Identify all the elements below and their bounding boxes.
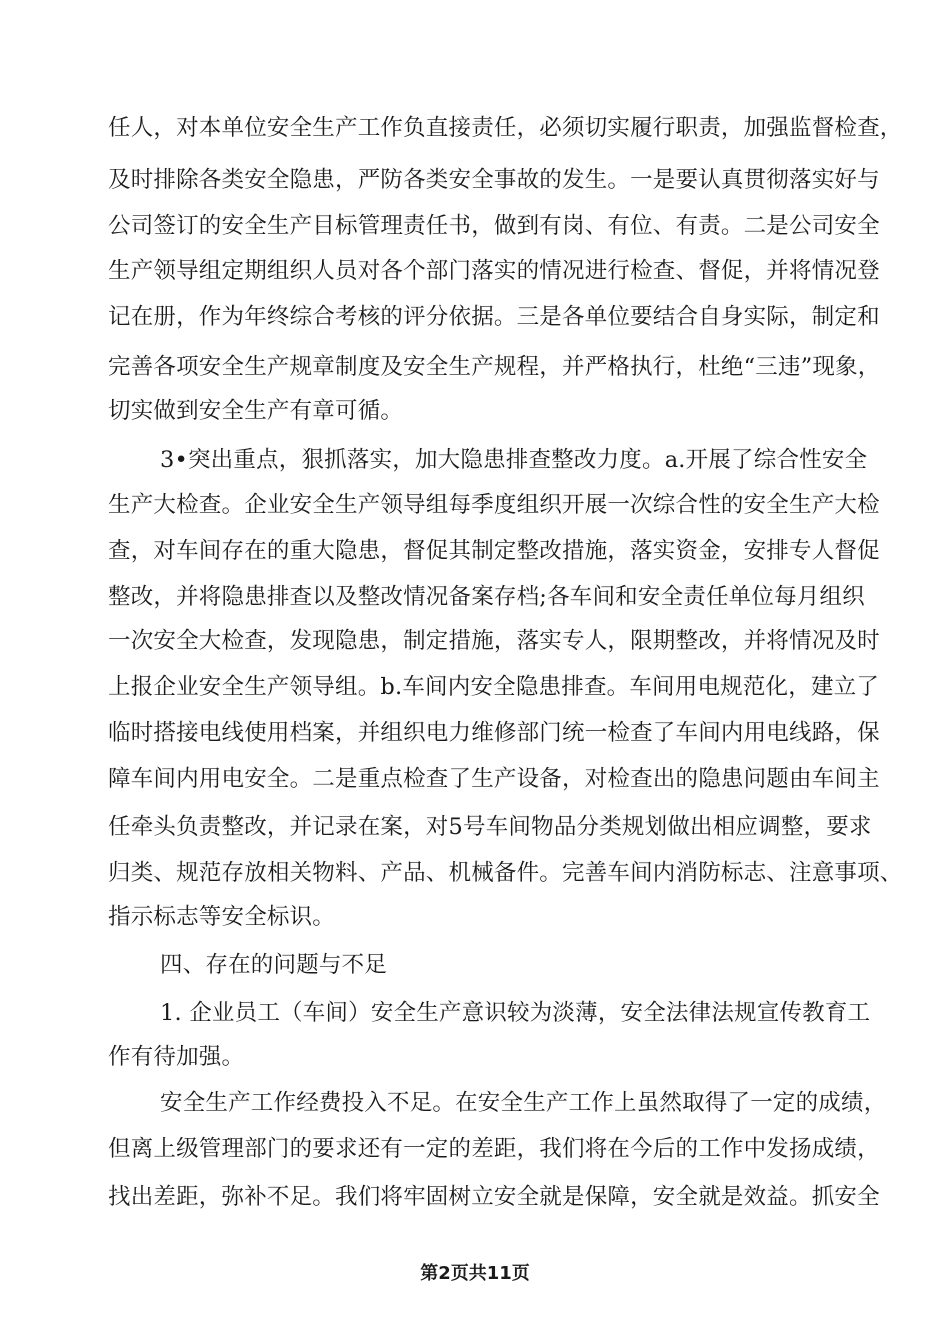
body-line: 任人，对本单位安全生产工作负直接责任，必须切实履行职责，加强监督检查， xyxy=(108,115,903,141)
body-line: 记在册，作为年终综合考核的评分依据。三是各单位要结合自身实际，制定和 xyxy=(108,304,880,330)
body-line: 指示标志等安全标识。 xyxy=(108,904,336,930)
body-line: 上报企业安全生产领导组。b.车间内安全隐患排查。车间用电规范化，建立了 xyxy=(108,674,880,700)
body-line: 1. 企业员工（车间）安全生产意识较为淡薄，安全法律法规宣传教育工 xyxy=(160,1000,871,1026)
page-number-footer: 第2页共11页 xyxy=(420,1263,530,1284)
body-line: 归类、规范存放相关物料、产品、机械备件。完善车间内消防标志、注意事项、 xyxy=(108,860,903,886)
body-line: 整改，并将隐患排查以及整改情况备案存档;各车间和安全责任单位每月组织 xyxy=(108,584,865,610)
section-heading: 四、存在的问题与不足 xyxy=(160,952,388,978)
body-line: 生产大检查。企业安全生产领导组每季度组织开展一次综合性的安全生产大检 xyxy=(108,492,880,518)
body-line: 完善各项安全生产规章制度及安全生产规程，并严格执行，杜绝“三违”现象， xyxy=(108,354,881,380)
body-line: 查，对车间存在的重大隐患，督促其制定整改措施，落实资金，安排专人督促 xyxy=(108,538,880,564)
body-line: 一次安全大检查，发现隐患，制定措施，落实专人，限期整改，并将情况及时 xyxy=(108,628,880,654)
body-line: 障车间内用电安全。二是重点检查了生产设备，对检查出的隐患问题由车间主 xyxy=(108,766,880,792)
body-line: 临时搭接电线使用档案，并组织电力维修部门统一检查了车间内用电线路，保 xyxy=(108,720,880,746)
body-line: 任牵头负责整改，并记录在案，对5号车间物品分类规划做出相应调整，要求 xyxy=(108,814,872,840)
body-line: 安全生产工作经费投入不足。在安全生产工作上虽然取得了一定的成绩， xyxy=(160,1090,887,1116)
body-line: 公司签订的安全生产目标管理责任书，做到有岗、有位、有责。二是公司安全 xyxy=(108,213,880,239)
body-line: 3•突出重点，狠抓落实，加大隐患排查整改力度。a.开展了综合性安全 xyxy=(160,447,868,473)
body-line: 但离上级管理部门的要求还有一定的差距，我们将在今后的工作中发扬成绩， xyxy=(108,1136,880,1162)
body-line: 切实做到安全生产有章可循。 xyxy=(108,398,404,424)
body-line: 生产领导组定期组织人员对各个部门落实的情况进行检查、督促，并将情况登 xyxy=(108,258,880,284)
body-line: 及时排除各类安全隐患，严防各类安全事故的发生。一是要认真贯彻落实好与 xyxy=(108,167,880,193)
body-line: 作有待加强。 xyxy=(108,1044,245,1070)
body-line: 找出差距，弥补不足。我们将牢固树立安全就是保障，安全就是效益。抓安全 xyxy=(108,1184,880,1210)
